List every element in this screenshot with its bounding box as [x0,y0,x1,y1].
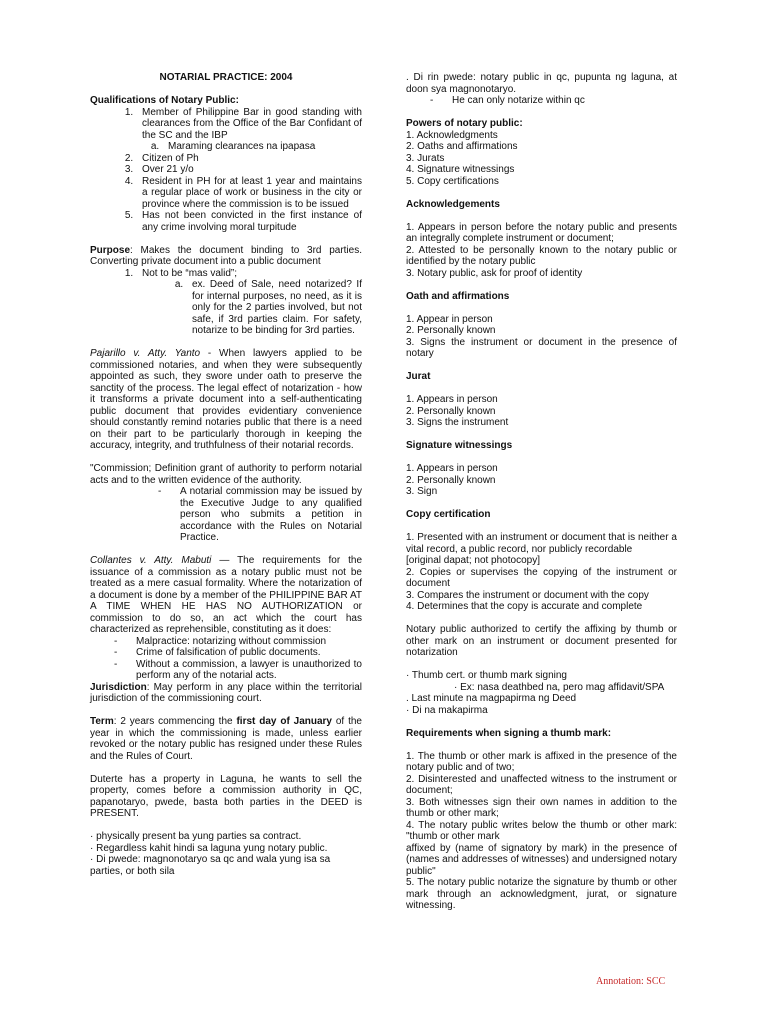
qualifications-list [90,107,362,234]
duterte-paragraph: Duterte has a property in Laguna, he wants to sell the property, comes before a commission authority in QC, papanotaryo, pwede, basta both parties in the DEED is PRESENT. [90,773,362,819]
list-item: 2. Personally known [406,474,496,486]
list-item: 4. Determines that the copy is accurate and complete [406,601,643,612]
commission-dash-item: - A notarial commission may be issued by the Executive Judge to any qualified person who submits a petition in accordance with the Rules on Notarial Practice. [90,486,362,544]
list-item: 5. Has not been convicted in the first instance of any crime involving moral turpitude [136,210,362,233]
list-item: - Without a commission, a lawyer is unauthorized to perform any of the notarial acts. [90,659,362,682]
list-item: 3. Signs the instrument or document in the presence of notary [406,336,677,359]
left-bullet: · physically present ba yung parties sa contract. [90,831,302,842]
list-item: 3. Both witnesses sign their own names in addition to the thumb or other mark; [406,796,677,819]
jurisdiction-paragraph: Jurisdiction: May perform in any place within the territorial jurisdiction of the commissioning court. [90,681,362,704]
list-item: 1. Member of Philippine Bar in good standing with clearances from the Office of the Bar Confidant of the SC and the IBP a. Maraming clearances na ipapasa [136,107,362,153]
list-item: 1. The thumb or other mark is affixed in the presence of the notary public and of two; [406,750,677,773]
left-bullet: · Di pwede: magnonotaryo sa qc and wala yung isa sa parties, or both sila [90,854,331,877]
list-item: - Crime of falsification of public documents. [90,647,362,659]
list-item: a. ex. Deed of Sale, need notarized? If for internal purposes, no need, as it is only for the 2 parties involved, but not safe, if 3rd parties claim. For safety, notarize to be binding for 3rd parties. [186,279,362,337]
signature-heading: Signature witnessings [406,440,513,451]
collantes-list [90,636,362,682]
right-top-dash: - He can only notarize within qc [406,95,677,107]
list-item: 5. The notary public notarize the signature by thumb or other mark through an acknowledgment, jurat, or signature witnessing. [406,877,677,911]
copy-heading: Copy certification [406,509,491,520]
right-top-line: . Di rin pwede: notary public in qc, pupunta ng laguna, at doon sya magnonotaryo. [406,72,677,95]
left-bullet: · Regardless kahit hindi sa laguna yung notary public. [90,842,328,854]
pajarillo-paragraph: Pajarillo v. Atty. Yanto - When lawyers applied to be commissioned notaries, and when they were subsequently appointed as such, they swore under oath to preserve the sanctity of the process. The legal effect of notarization - how it transforms a private document into a self-authenticating public document that provides evidentiary convenience should constantly remind notaries public that there is a need on their part to be particularly thorough in keeping the accuracy, integrity, and truthfulness of their notarial records. [90,348,363,451]
list-item: - Malpractice: notarizing without commission [90,636,362,648]
list-item: 2. Copies or supervises the copying of the instrument or document [406,566,677,589]
commission-paragraph: "Commission; Definition grant of authority to perform notarial acts and to the written evidence of the authority. [90,463,362,486]
list-item: 2. Citizen of Ph [136,153,362,165]
collantes-paragraph: Collantes v. Atty. Mabuti — The requirements for the issuance of a commission as a notary public must not be treated as a mere casual formality. Where the notarization of a document is done by a member of the PHILIPPINE BAR AT A TIME WHEN HE HAS NO AUTHORIZATION or commission to do so, an act which the court has characterized as reprehensible, constituting as it does: [90,555,363,635]
annotation-credit: Annotation: SCC [596,976,666,987]
list-item: 3. Signs the instrument [406,417,509,428]
list-item: 1. Not to be “mas valid”; a. ex. Deed of Sale, need notarized? If for internal purposes, no need, as it is only for the 2 parties involved, but not safe, if 3rd parties claim. For safety, notarize to be binding for 3rd parties. [136,268,362,337]
powers-heading: Powers of notary public: [406,118,523,129]
list-item: 4. Signature witnessings [406,164,515,175]
oath-heading: Oath and affirmations [406,290,510,302]
list-item: 1. Acknowledgments [406,129,498,141]
list-item: 3. Over 21 y/o [136,164,362,176]
thumb-cert-line: · Di na makapirma [406,704,488,716]
list-item: 1. Appear in person [406,313,493,325]
purpose-paragraph: Purpose: Makes the document binding to 3rd parties. Converting private document into a public document [90,244,362,267]
list-item: 4. Resident in PH for at least 1 year and maintains a regular place of work or business in the city or province where the commission is to be issued [136,176,362,211]
list-item: 2. Personally known [406,325,496,336]
list-item: affixed by (name of signatory by mark) in the presence of (names and addresses of witnesses) and undersigned notary public" [406,842,677,877]
list-item: 2. Personally known [406,405,496,417]
list-item: 2. Disinterested and unaffected witness to the instrument or document; [406,773,677,796]
list-item: 2. Oaths and affirmations [406,141,518,152]
qualifications-heading: Qualifications of Notary Public: [90,95,239,106]
list-item: [original dapat; not photocopy] [406,555,540,566]
list-item: 1. Presented with an instrument or document that is neither a vital record, a public record, nor publicly recordable [406,532,677,555]
list-item: 3. Notary public, ask for proof of identity [406,267,583,279]
list-item: 3. Compares the instrument or document with the copy [406,589,649,601]
list-item: 2. Attested to be personally known to the notary public or identified by the notary public [406,244,677,267]
left-column [90,72,362,877]
list-item: 1. Appears in person [406,394,498,405]
list-item: 1. Appears in person [406,463,498,474]
list-item: a. Maraming clearances na ipapasa [162,141,362,153]
list-item: 5. Copy certifications [406,175,499,187]
jurat-heading: Jurat [406,371,431,382]
list-item: 3. Jurats [406,152,445,164]
requirements-heading: Requirements when signing a thumb mark: [406,727,612,739]
right-column [406,72,677,912]
list-item: 4. The notary public writes below the thumb or other mark: "thumb or other mark [406,819,677,842]
page-title: NOTARIAL PRACTICE: 2004 [159,72,293,83]
list-item: 1. Appears in person before the notary public and presents an integrally complete instrument or document; [406,221,677,244]
list-item: 3. Sign [406,486,438,497]
thumb-cert-line: · Thumb cert. or thumb mark signing [406,670,567,681]
term-paragraph: Term: 2 years commencing the first day of January of the year in which the commissioning is made, unless earlier revoked or the notary public has resigned under these Rules and the Rules of Court. [90,716,362,762]
thumb-authorized-paragraph: Notary public authorized to certify the affixing by thumb or other mark on an instrument or document presented for notarization [406,624,677,658]
thumb-cert-example: · Ex: nasa deathbed na, pero mag affidavit/SPA [454,681,665,693]
thumb-cert-line: . Last minute na magpapirma ng Deed [406,693,577,704]
purpose-list [90,268,362,337]
acknowledgements-heading: Acknowledgements [406,198,500,210]
